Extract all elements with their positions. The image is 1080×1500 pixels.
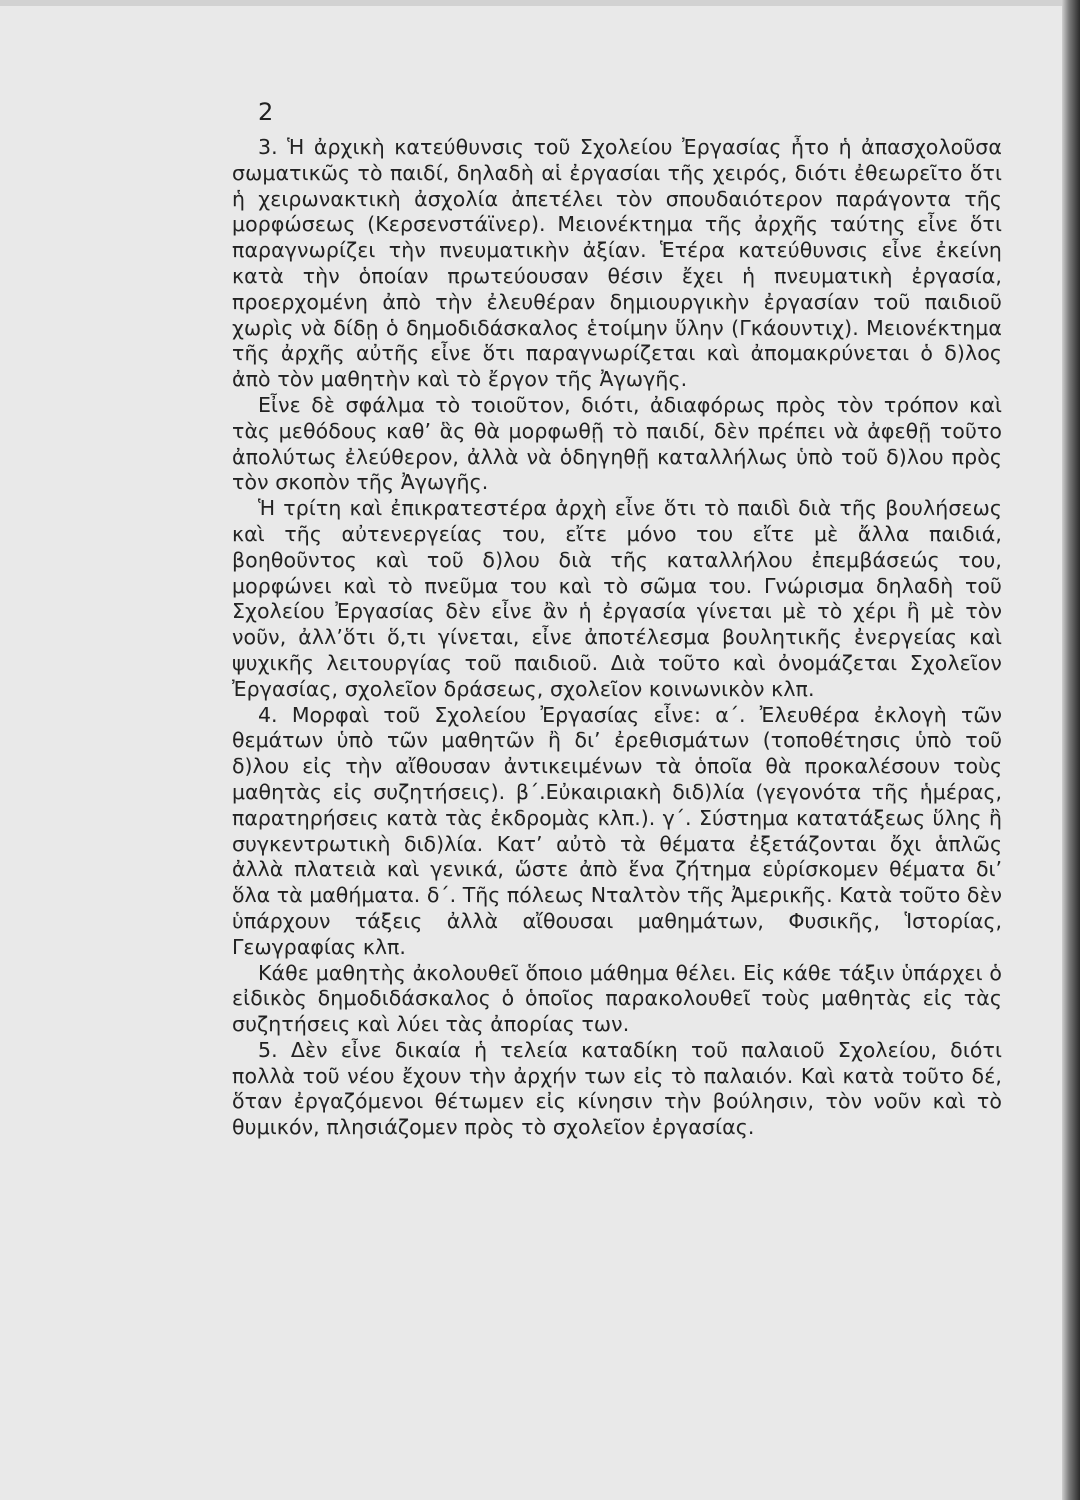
paragraph-section-5: 5. Δὲν εἶνε δικαία ἡ τελεία καταδίκη τοῦ παλαιοῦ Σχολείου, διότι πολλὰ τοῦ νέου ἔχουν τὴν ἀρχήν των εἰς τὸ παλαιόν. Καὶ κατὰ τοῦτο δέ, ὅταν ἐργαζόμενοι θέτωμεν εἰς κίνησιν τὴν βούλησιν, τὸν νοῦν καὶ τὸ θυμικόν, πλησιάζομεν πρὸς τὸ σχολεῖον ἐργασίας. — [232, 1037, 1002, 1140]
paragraph-criticism: Εἶνε δὲ σφάλμα τὸ τοιοῦτον, διότι, ἀδιαφόρως πρὸς τὸν τρόπον καὶ τὰς μεθόδους καθ’ ἃς θὰ μορφωθῇ τὸ παιδί, δὲν πρέπει νὰ ἀφεθῇ τοῦτο ἀπολύτως ἐλεύθερον, ἀλλὰ νὰ ὁδηγηθῇ καταλλήλως ὑπὸ τοῦ δ)λου πρὸς τὸν σκοπὸν τῆς Ἀγωγῆς. — [232, 392, 1002, 495]
scan-binding-edge — [1062, 0, 1080, 1500]
paragraph-section-4: 4. Μορφαὶ τοῦ Σχολείου Ἐργασίας εἶνε: α΄. Ἐλευθέρα ἐκλογὴ τῶν θεμάτων ὑπὸ τῶν μαθητῶν ἢ δι’ ἐρεθισμάτων (τοποθέτησις ὑπὸ τοῦ δ)λου εἰς τὴν αἴθουσαν ἀντικειμένων τὰ ὁποῖα θὰ προκαλέσουν τοὺς μαθητὰς εἰς συζητήσεις). β΄.Εὐκαιριακὴ διδ)λία (γεγονότα τῆς ἡμέρας, παρατηρήσεις κατὰ τὰς ἐκδρομὰς κλπ.). γ΄. Σύστημα κατατάξεως ὕλης ἢ συγκεντρωτικὴ διδ)λία. Κατ’ αὐτὸ τὰ θέματα ἐξετάζονται ὄχι ἁπλῶς ἀλλὰ πλατειὰ καὶ γενικά, ὥστε ἀπὸ ἕνα ζήτημα εὑρίσκομεν θέματα δι’ ὅλα τὰ μαθήματα. δ΄. Τῆς πόλεως Νταλτὸν τῆς Ἀμερικῆς. Κατὰ τοῦτο δὲν ὑπάρχουν τάξεις ἀλλὰ αἴθουσαι μαθημάτων, Φυσικῆς, Ἱστορίας, Γεωγραφίας κλπ. — [232, 702, 1002, 959]
page-number: 2 — [258, 98, 274, 126]
page-content — [232, 95, 1002, 1141]
paragraph-section-3: 3. Ἡ ἀρχικὴ κατεύθυνσις τοῦ Σχολείου Ἐργασίας ἦτο ἡ ἀπασχολοῦσα σωματικῶς τὸ παιδί, δηλαδὴ αἱ ἐργασίαι τῆς χειρός, διότι ἐθεωρεῖτο ὅτι ἡ χειρωνακτικὴ ἀσχολία ἀπετέλει τὸν σπουδαιότερον παράγοντα τῆς μορφώσεως (Κερσενστάϊνερ). Μειονέκτημα τῆς ἀρχῆς ταύτης εἶνε ὅτι παραγνωρίζει τὴν πνευματικὴν ἀξίαν. Ἑτέρα κατεύθυνσις εἶνε ἐκείνη κατὰ τὴν ὁποίαν πρωτεύουσαν θέσιν ἔχει ἡ πνευματικὴ ἐργασία, προερχομένη ἀπὸ τὴν ἐλευθέραν δημιουργικὴν ἐργασίαν τοῦ παιδιοῦ χωρὶς νὰ δίδῃ ὁ δημοδιδάσκαλος ἑτοίμην ὕλην (Γκάουντιχ). Μειονέκτημα τῆς ἀρχῆς αὐτῆς εἶνε ὅτι παραγνωρίζεται καὶ ἀπομακρύνεται ὁ δ)λος ἀπὸ τὸν μαθητὴν καὶ τὸ ἔργον τῆς Ἀγωγῆς. — [232, 135, 1002, 392]
scan-top-edge — [0, 0, 1080, 6]
paragraph-dalton: Κάθε μαθητὴς ἀκολουθεῖ ὅποιο μάθημα θέλει. Εἰς κάθε τάξιν ὑπάρχει ὁ εἰδικὸς δημοδιδάσκαλος ὁ ὁποῖος παρακολουθεῖ τοὺς μαθητὰς εἰς τὰς συζητήσεις καὶ λύει τὰς ἀπορίας των. — [232, 960, 1002, 1037]
paragraph-third-principle: Ἡ τρίτη καὶ ἐπικρατεστέρα ἀρχὴ εἶνε ὅτι τὸ παιδὶ διὰ τῆς βουλήσεως καὶ τῆς αὐτενεργείας του, εἴτε μόνο του εἴτε μὲ ἄλλα παιδιά, βοηθοῦντος καὶ τοῦ δ)λου διὰ τῆς καταλλήλου ἐπεμβάσεώς του, μορφώνει καὶ τὸ πνεῦμα του καὶ τὸ σῶμα του. Γνώρισμα δηλαδὴ τοῦ Σχολείου Ἐργασίας δὲν εἶνε ἂν ἡ ἐργασία γίνεται μὲ τὸ χέρι ἢ μὲ τὸν νοῦν, ἀλλ’ὅτι ὅ,τι γίνεται, εἶνε ἀποτέλεσμα βουλητικῆς ἐνεργείας καὶ ψυχικῆς λειτουργίας τοῦ παιδιοῦ. Διὰ τοῦτο καὶ ὀνομάζεται Σχολεῖον Ἐργασίας, σχολεῖον δράσεως, σχολεῖον κοινωνικὸν κλπ. — [232, 496, 1002, 701]
